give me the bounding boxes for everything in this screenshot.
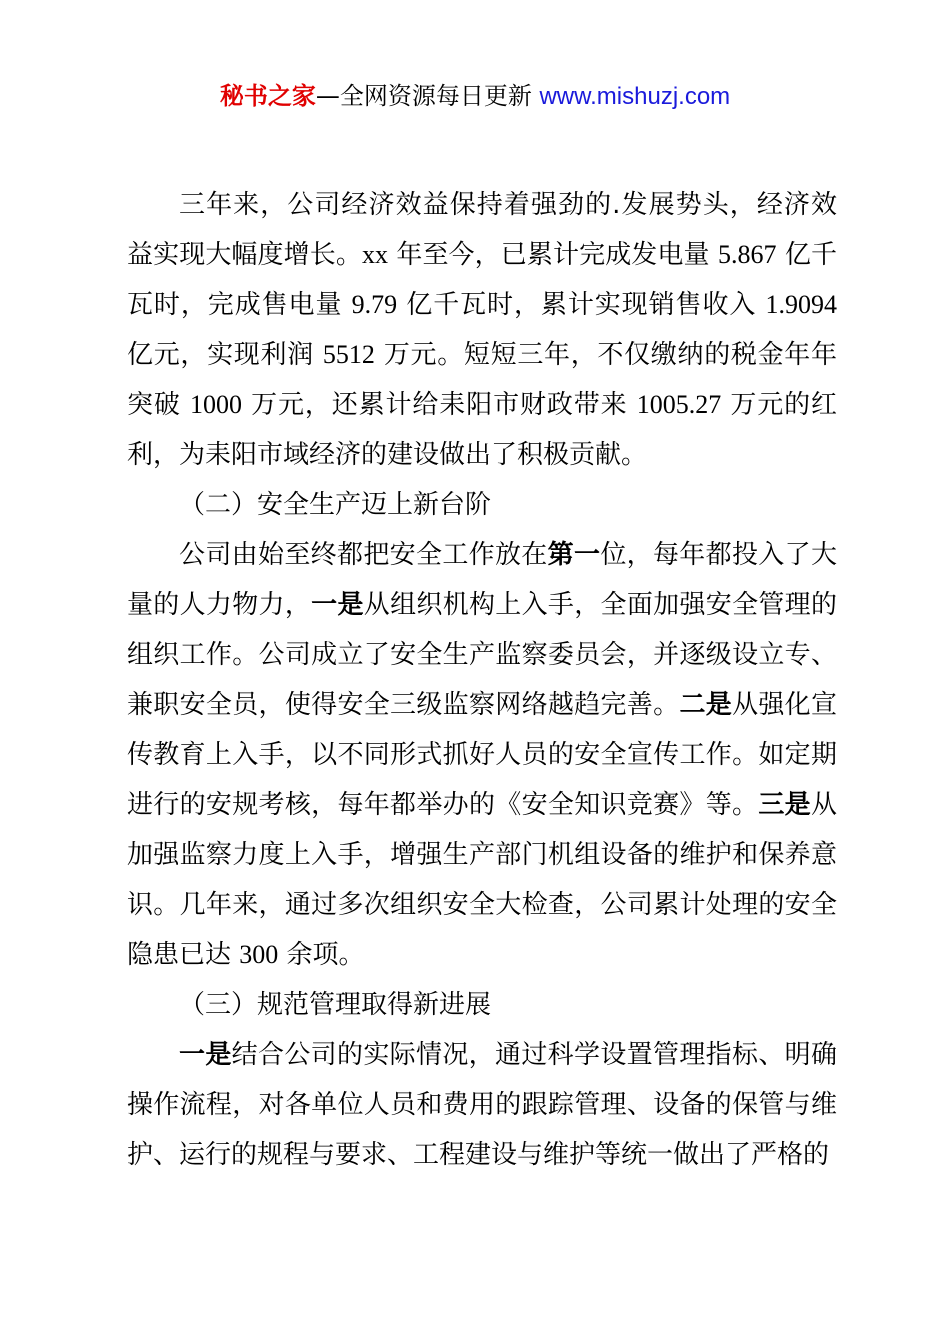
- site-url-link[interactable]: www.mishuzj.com: [539, 83, 731, 110]
- number-span: 1.9094: [765, 290, 838, 319]
- text-span: 三年来，公司经济效益保持着强劲的.发展势头，经济效益实现大幅度增长。: [127, 190, 837, 270]
- text-span: 余项。: [278, 940, 365, 970]
- brand-name: 秘书之家: [219, 82, 316, 110]
- number-span: 9.79: [351, 290, 398, 319]
- number-span: 1000: [189, 390, 242, 419]
- text-span: 万元的红利，为耒阳市域经济的建设做出了积极贡献。: [127, 390, 838, 470]
- section-heading-safety: （二）安全生产迈上新台阶: [179, 490, 492, 520]
- bold-span: 一是: [179, 1040, 232, 1070]
- document-body: [127, 180, 837, 1180]
- text-span: 万元。短短三年，不仅缴纳的税金年年突破: [127, 340, 838, 420]
- text-span: 公司由始至终都把安全工作放在: [179, 540, 548, 570]
- text-span: 亿千瓦时，完成售电量: [127, 240, 837, 320]
- section-heading-management: （三）规范管理取得新进展: [179, 990, 492, 1020]
- bold-span: 三是: [758, 790, 811, 820]
- bold-span: 二是: [679, 690, 733, 720]
- text-span: 万元，还累计给耒阳市财政带来: [241, 390, 637, 420]
- text-span: 结合公司的实际情况，通过科学设置管理指标、明确操作流程，对各单位人员和费用的跟踪管理、设备的保管与维护、运行的规程与要求、工程建设与维护等统一做出了严格的: [127, 1040, 837, 1170]
- text-span: 年至今，已累计完成发电量: [387, 240, 719, 270]
- text-span: 亿元，实现利润: [127, 340, 323, 370]
- paragraph-safety: [127, 530, 837, 980]
- text-span: 位，每年都投入了大量的人力物力，: [127, 540, 837, 620]
- text-span: 亿千瓦时，累计实现销售收入: [397, 290, 766, 320]
- number-span: 5.867: [718, 240, 777, 269]
- bold-span: 一是: [311, 590, 364, 620]
- number-span: 5512: [322, 340, 375, 369]
- text-span: 从强化宣传教育上入手，以不同形式抓好人员的安全宣传工作。如定期进行的安规考核，每年都举办的《安全知识竞赛》等。: [127, 690, 837, 820]
- header-slogan: —全网资源每日更新: [315, 82, 540, 110]
- bold-span: 第一: [547, 540, 601, 570]
- text-span: 从组织机构上入手，全面加强安全管理的组织工作。公司成立了安全生产监察委员会，并逐级设立专、兼职安全员，使得安全三级监察网络越趋完善。: [127, 590, 837, 720]
- number-span: xx: [361, 240, 388, 269]
- number-span: 1005.27: [636, 390, 722, 419]
- number-span: 300: [239, 940, 279, 969]
- paragraph-economic-benefits: [127, 180, 837, 480]
- page-header: [0, 80, 950, 113]
- text-span: 从加强监察力度上入手，增强生产部门机组设备的维护和保养意识。几年来，通过多次组织安全大检查，公司累计处理的安全隐患已达: [127, 790, 837, 970]
- paragraph-management: [127, 1030, 837, 1180]
